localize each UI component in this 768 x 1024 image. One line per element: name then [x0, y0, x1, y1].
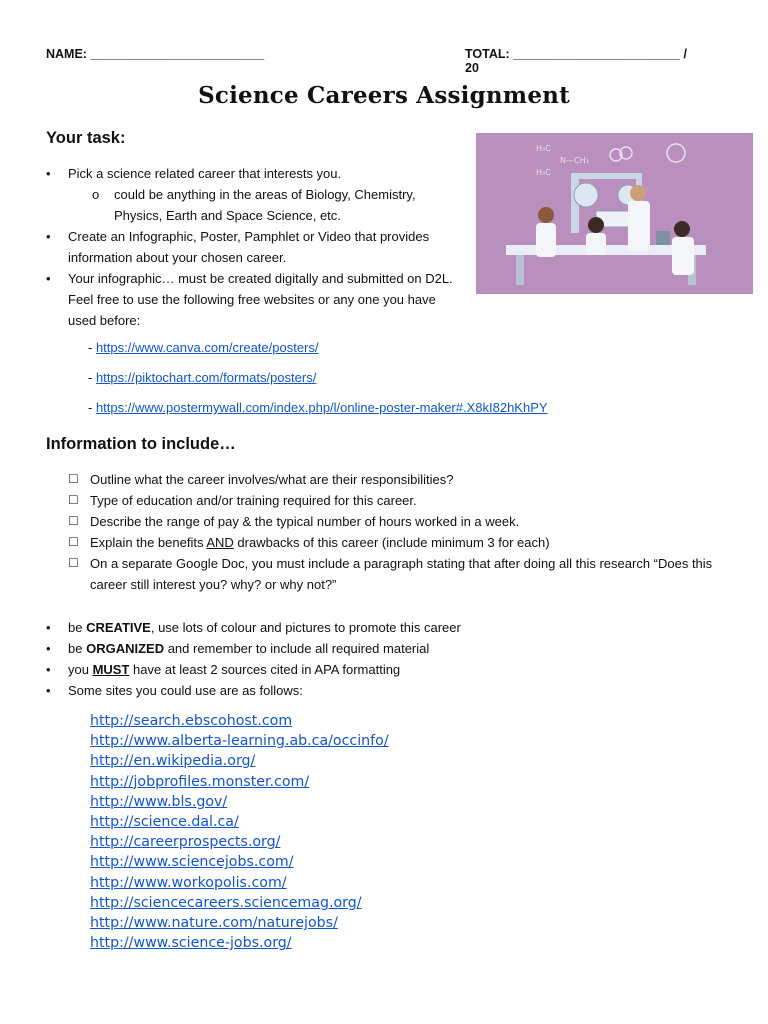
- formula-h3c-top: H₃C: [536, 144, 551, 153]
- task-list: [46, 163, 466, 331]
- list-item: • be ORGANIZED and remember to include all required material: [46, 641, 430, 656]
- checkbox-icon: ☐: [68, 472, 79, 486]
- info-checklist: [68, 469, 728, 595]
- checkbox-icon: ☐: [68, 535, 79, 549]
- benefits-drawbacks-item: Explain the benefits AND drawbacks of this career (include minimum 3 for each): [90, 535, 550, 550]
- formula-n-ch3: N—CH₃: [560, 156, 589, 165]
- total-field-label: TOTAL: ________________________ / 20: [465, 47, 687, 75]
- checklist-item: ☐ Outline what the career involves/what are their responsibilities?: [68, 469, 728, 490]
- scientist-center-left: [586, 217, 606, 255]
- source-link-ebsco[interactable]: http://search.ebscohost.com: [90, 713, 293, 729]
- checkbox-icon: ☐: [68, 493, 79, 507]
- source-links: [90, 711, 389, 953]
- formula-h3c-bottom: H₃C: [536, 168, 551, 177]
- flask-icon: [574, 183, 598, 207]
- list-item: • be CREATIVE, use lots of colour and pictures to promote this career: [46, 620, 461, 635]
- list-item: • Your infographic… must be created digitally and submitted on D2L. Feel free to use the following free websites or any one you have used before:: [46, 271, 453, 328]
- source-link-monster[interactable]: http://jobprofiles.monster.com/: [90, 773, 310, 790]
- piktochart-link[interactable]: https://piktochart.com/formats/posters/: [95, 370, 317, 385]
- requirements-list: [46, 617, 746, 701]
- source-link-bls[interactable]: http://www.bls.gov/: [90, 793, 228, 810]
- checkbox-icon: ☐: [68, 514, 79, 528]
- info-heading: Information to include…: [46, 435, 236, 453]
- list-item: • you MUST have at least 2 sources cited in APA formatting: [46, 662, 401, 677]
- list-item: - https://www.postermywall.com/index.php/l/online-poster-maker#.X8kI82hKhPY: [88, 400, 548, 415]
- checklist-item: [68, 532, 728, 553]
- source-link-science-jobs[interactable]: http://www.science-jobs.org/: [90, 935, 292, 952]
- checklist-item: ☐ Type of education and/or training required for this career.: [68, 490, 728, 511]
- list-item: • Pick a science related career that interests you. o could be anything in the areas of Biology, Chemistry, Physics, Earth and Space Science, etc.: [46, 163, 466, 226]
- checkbox-icon: ☐: [68, 556, 79, 570]
- scientist-left: [536, 207, 556, 257]
- source-link-sciencecareers[interactable]: http://sciencecareers.sciencemag.org/: [90, 894, 362, 911]
- postermywall-link[interactable]: https://www.postermywall.com/index.php/l/online-poster-maker#.X8kI82hKhPY: [95, 400, 548, 415]
- source-link-wikipedia[interactable]: http://en.wikipedia.org/: [90, 753, 256, 770]
- source-link-alberta-learning[interactable]: http://www.alberta-learning.ab.ca/occinfo/: [90, 733, 389, 750]
- lab-scientists-illustration: [476, 133, 753, 294]
- canva-link[interactable]: https://www.canva.com/create/posters/: [95, 340, 319, 355]
- website-links: [88, 340, 548, 430]
- list-item: - https://www.canva.com/create/posters/: [88, 340, 319, 355]
- list-item: • Create an Infographic, Poster, Pamphlet or Video that provides information about your chosen career.: [46, 229, 430, 265]
- source-link-sciencejobs[interactable]: http://www.sciencejobs.com/: [90, 854, 294, 871]
- list-item: • Some sites you could use are as follows:: [46, 683, 303, 698]
- source-link-dal[interactable]: http://science.dal.ca/: [90, 814, 239, 831]
- list-item: - https://piktochart.com/formats/posters/: [88, 370, 317, 385]
- source-link-workopolis[interactable]: http://www.workopolis.com/: [90, 874, 287, 891]
- checklist-item: ☐ Describe the range of pay & the typical number of hours worked in a week.: [68, 511, 728, 532]
- task-heading: Your task:: [46, 129, 126, 147]
- microscope-icon: [656, 231, 670, 245]
- source-link-careerprospects[interactable]: http://careerprospects.org/: [90, 834, 281, 851]
- sub-list-item: o could be anything in the areas of Biology, Chemistry, Physics, Earth and Space Science, etc.: [92, 187, 416, 223]
- source-link-nature[interactable]: http://www.nature.com/naturejobs/: [90, 915, 338, 932]
- page-title: Science Careers Assignment: [198, 82, 570, 109]
- name-field-label: NAME: _________________________: [46, 47, 265, 61]
- checklist-item: ☐ On a separate Google Doc, you must include a paragraph stating that after doing all this research “Does this career still interest you? why? or why not?”: [68, 553, 728, 595]
